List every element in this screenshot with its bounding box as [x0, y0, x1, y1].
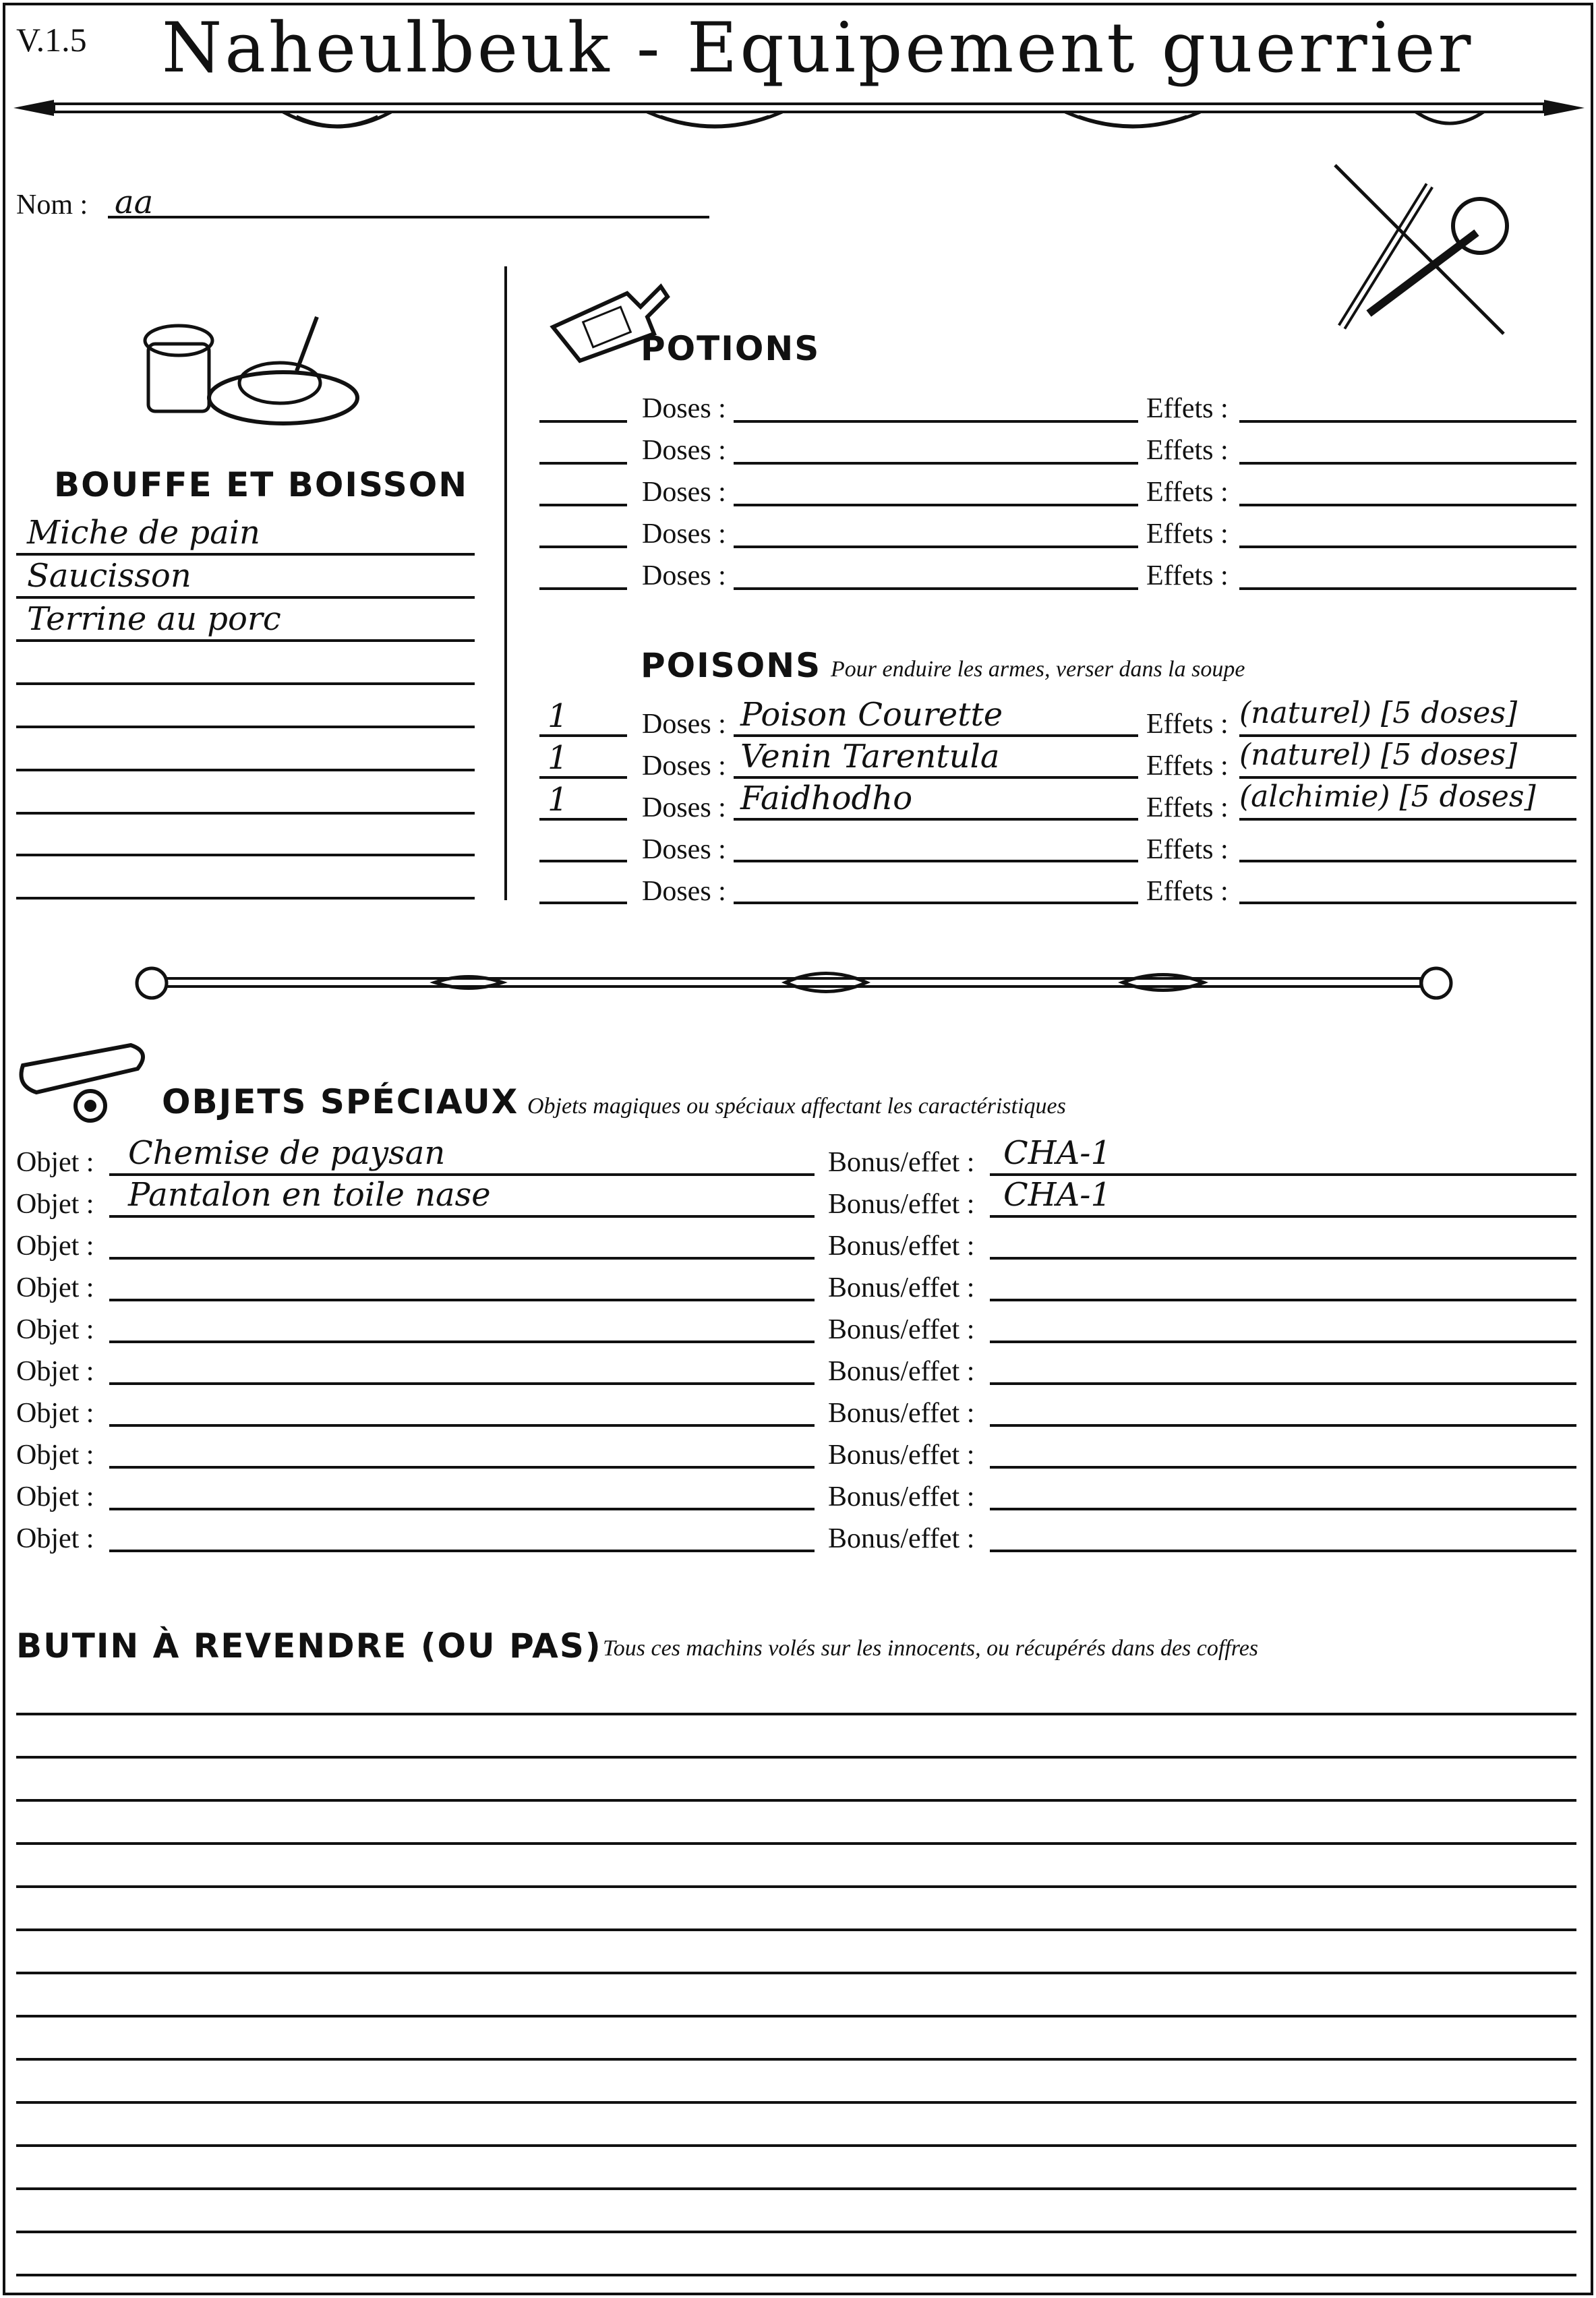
potion-dose-label: Doses : — [642, 435, 726, 466]
butin-title: BUTIN À REVENDRE (OU PAS) — [16, 1626, 602, 1666]
spear-divider-top — [13, 88, 1585, 142]
poison-qty[interactable]: 1 — [548, 781, 568, 819]
food-item[interactable]: Saucisson — [27, 557, 191, 595]
bonus-line[interactable] — [990, 1424, 1576, 1427]
scroll-ring-illustration — [16, 1032, 158, 1126]
potion-effect-line[interactable] — [1239, 420, 1576, 423]
poison-name-line — [734, 818, 1138, 821]
butin-line[interactable] — [16, 2274, 1576, 2276]
butin-subtitle: Tous ces machins volés sur les innocents, ou récupérés dans des coffres — [603, 1636, 1259, 1661]
poison-dose-label: Doses : — [642, 834, 726, 865]
bonus-label: Bonus/effet : — [828, 1147, 975, 1178]
objet-name[interactable]: Pantalon en toile nase — [128, 1176, 491, 1214]
potion-qty-line[interactable] — [539, 546, 627, 548]
bonus-line[interactable] — [990, 1299, 1576, 1301]
butin-line[interactable] — [16, 1972, 1576, 1974]
poison-name-line[interactable] — [734, 860, 1138, 862]
poison-effect[interactable]: (naturel) [5 doses] — [1239, 738, 1518, 772]
poison-effect-label: Effets : — [1146, 834, 1229, 865]
bonus-line[interactable] — [990, 1508, 1576, 1510]
bonus-label: Bonus/effet : — [828, 1189, 975, 1220]
food-illustration — [135, 303, 364, 432]
nom-value[interactable]: aa — [115, 183, 154, 221]
potion-name-line[interactable] — [734, 462, 1138, 465]
potion-effect-label: Effets : — [1146, 560, 1229, 591]
food-line[interactable] — [16, 812, 475, 815]
poisons-subtitle: Pour enduire les armes, verser dans la soupe — [831, 657, 1245, 682]
potion-effect-label: Effets : — [1146, 393, 1229, 424]
potion-effect-label: Effets : — [1146, 519, 1229, 550]
objet-line[interactable] — [109, 1424, 815, 1427]
butin-line[interactable] — [16, 1842, 1576, 1845]
bonus-label: Bonus/effet : — [828, 1481, 975, 1512]
poison-effect[interactable]: (naturel) [5 doses] — [1239, 696, 1518, 730]
bonus-line[interactable] — [990, 1466, 1576, 1469]
bonus-label: Bonus/effet : — [828, 1523, 975, 1554]
objet-name[interactable]: Chemise de paysan — [128, 1134, 446, 1172]
food-line[interactable] — [16, 854, 475, 856]
objet-label: Objet : — [16, 1398, 94, 1429]
food-line[interactable] — [16, 682, 475, 685]
poison-effect-label: Effets : — [1146, 876, 1229, 907]
poison-effect-label: Effets : — [1146, 750, 1229, 782]
food-line[interactable] — [16, 897, 475, 900]
bonus-value[interactable]: CHA-1 — [1003, 1134, 1112, 1172]
butin-line[interactable] — [16, 1713, 1576, 1715]
poison-qty-line — [539, 818, 627, 821]
poison-qty[interactable]: 1 — [548, 739, 568, 777]
poison-dose-label: Doses : — [642, 750, 726, 782]
objet-label: Objet : — [16, 1147, 94, 1178]
objet-label: Objet : — [16, 1481, 94, 1512]
potion-name-line[interactable] — [734, 504, 1138, 506]
poison-dose-label: Doses : — [642, 876, 726, 907]
poisons-title: POISONS — [641, 646, 822, 685]
potion-effect-line[interactable] — [1239, 587, 1576, 590]
potion-qty-line[interactable] — [539, 420, 627, 423]
potion-qty-line[interactable] — [539, 587, 627, 590]
bonus-label: Bonus/effet : — [828, 1231, 975, 1262]
poison-qty[interactable]: 1 — [548, 697, 568, 735]
butin-line[interactable] — [16, 2231, 1576, 2233]
poison-effect-label: Effets : — [1146, 792, 1229, 823]
objet-line[interactable] — [109, 1340, 815, 1343]
poison-effect-line — [1239, 776, 1576, 779]
poison-name-line — [734, 734, 1138, 737]
poison-qty-line — [539, 734, 627, 737]
poison-effect-line[interactable] — [1239, 860, 1576, 862]
objet-line[interactable] — [109, 1508, 815, 1510]
potion-qty-line[interactable] — [539, 504, 627, 506]
potion-qty-line[interactable] — [539, 462, 627, 465]
objet-label: Objet : — [16, 1189, 94, 1220]
poison-effect-line — [1239, 734, 1576, 737]
objet-line[interactable] — [109, 1382, 815, 1385]
potion-dose-label: Doses : — [642, 519, 726, 550]
potion-dose-label: Doses : — [642, 560, 726, 591]
nom-line — [108, 216, 709, 218]
food-item[interactable]: Terrine au porc — [27, 600, 281, 638]
poison-qty-line[interactable] — [539, 902, 627, 904]
objet-line[interactable] — [109, 1550, 815, 1552]
objets-title: OBJETS SPÉCIAUX — [162, 1082, 519, 1121]
poison-qty-line — [539, 776, 627, 779]
bonus-label: Bonus/effet : — [828, 1440, 975, 1471]
objet-label: Objet : — [16, 1440, 94, 1471]
bonus-line[interactable] — [990, 1257, 1576, 1260]
food-line — [16, 639, 475, 642]
potion-name-line[interactable] — [734, 587, 1138, 590]
poison-effect[interactable]: (alchimie) [5 doses] — [1239, 779, 1536, 814]
potion-name-line[interactable] — [734, 420, 1138, 423]
bonus-line — [990, 1215, 1576, 1218]
potion-effect-line[interactable] — [1239, 462, 1576, 465]
version-label: V.1.5 — [16, 21, 87, 59]
nom-label: Nom : — [16, 189, 88, 220]
bonus-label: Bonus/effet : — [828, 1398, 975, 1429]
poison-name-line — [734, 776, 1138, 779]
poison-effect-label: Effets : — [1146, 709, 1229, 740]
food-line[interactable] — [16, 726, 475, 728]
objet-line — [109, 1215, 815, 1218]
potion-effect-label: Effets : — [1146, 477, 1229, 508]
poison-name[interactable]: Venin Tarentula — [740, 738, 1000, 775]
food-title: BOUFFE ET BOISSON — [54, 465, 469, 504]
food-line — [16, 596, 475, 599]
poison-dose-label: Doses : — [642, 792, 726, 823]
food-item[interactable]: Miche de pain — [27, 514, 260, 552]
objet-line[interactable] — [109, 1299, 815, 1301]
poison-name-line[interactable] — [734, 902, 1138, 904]
potion-dose-label: Doses : — [642, 393, 726, 424]
objet-label: Objet : — [16, 1314, 94, 1345]
poison-qty-line[interactable] — [539, 860, 627, 862]
objets-subtitle: Objets magiques ou spéciaux affectant les caractéristiques — [527, 1094, 1066, 1119]
butin-line[interactable] — [16, 2187, 1576, 2190]
staff-divider — [125, 958, 1463, 1005]
butin-line[interactable] — [16, 2015, 1576, 2017]
poison-name[interactable]: Poison Courette — [740, 696, 1003, 734]
objet-label: Objet : — [16, 1356, 94, 1387]
poison-dose-label: Doses : — [642, 709, 726, 740]
poison-name[interactable]: Faidhodho — [740, 779, 913, 817]
poison-effect-line — [1239, 818, 1576, 821]
objet-line[interactable] — [109, 1257, 815, 1260]
objet-label: Objet : — [16, 1231, 94, 1262]
butin-line[interactable] — [16, 2058, 1576, 2061]
butin-line[interactable] — [16, 1928, 1576, 1931]
bonus-label: Bonus/effet : — [828, 1272, 975, 1303]
bonus-label: Bonus/effet : — [828, 1314, 975, 1345]
bonus-value[interactable]: CHA-1 — [1003, 1176, 1112, 1214]
objet-label: Objet : — [16, 1523, 94, 1554]
bonus-line[interactable] — [990, 1340, 1576, 1343]
bonus-line[interactable] — [990, 1550, 1576, 1552]
weapons-illustration — [1322, 158, 1524, 347]
food-line[interactable] — [16, 769, 475, 771]
potion-dose-label: Doses : — [642, 477, 726, 508]
potion-effect-line[interactable] — [1239, 504, 1576, 506]
potion-effect-label: Effets : — [1146, 435, 1229, 466]
bonus-line[interactable] — [990, 1382, 1576, 1385]
butin-line[interactable] — [16, 2101, 1576, 2104]
column-divider — [504, 266, 507, 900]
food-line — [16, 553, 475, 556]
butin-line[interactable] — [16, 1756, 1576, 1759]
bonus-label: Bonus/effet : — [828, 1356, 975, 1387]
butin-line[interactable] — [16, 1799, 1576, 1802]
poison-effect-line[interactable] — [1239, 902, 1576, 904]
page-title: Naheulbeuk - Equipement guerrier — [162, 8, 1474, 88]
potions-title: POTIONS — [641, 329, 821, 368]
butin-line[interactable] — [16, 2144, 1576, 2147]
potion-effect-line[interactable] — [1239, 546, 1576, 548]
potion-name-line[interactable] — [734, 546, 1138, 548]
objet-label: Objet : — [16, 1272, 94, 1303]
butin-line[interactable] — [16, 1885, 1576, 1888]
objet-line[interactable] — [109, 1466, 815, 1469]
